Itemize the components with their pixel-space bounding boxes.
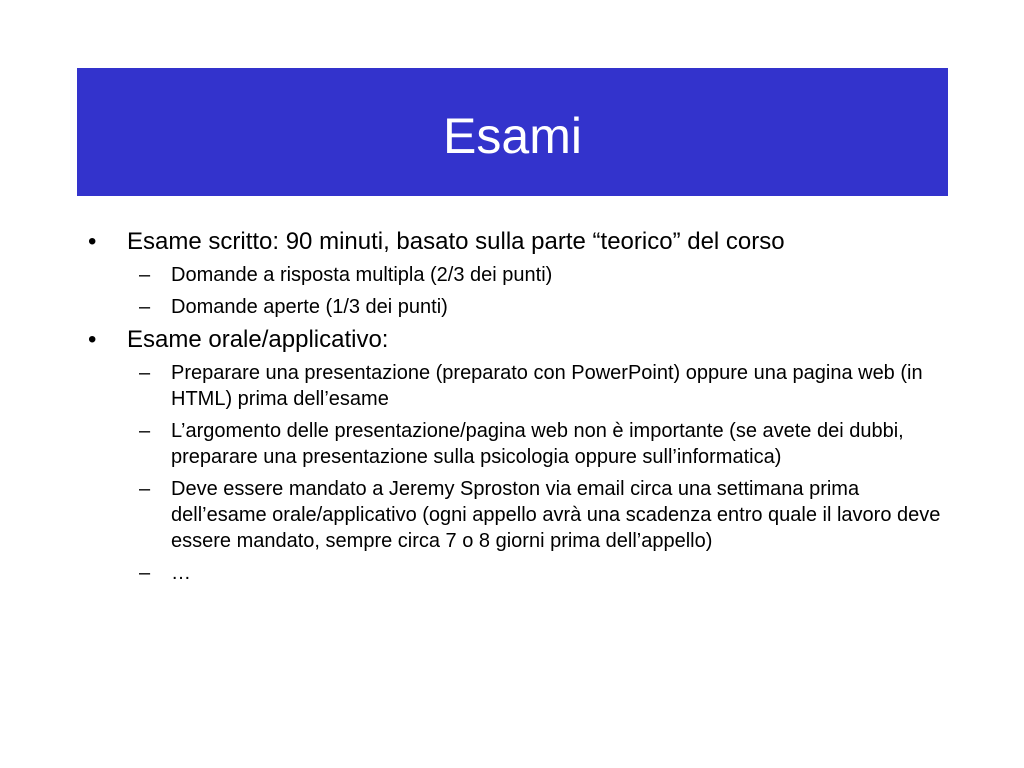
sub-item-text: Domande a risposta multipla (2/3 dei punti)	[171, 264, 553, 286]
sub-item-2-3	[88, 476, 948, 554]
sub-item-text: Domande aperte (1/3 dei punti)	[171, 296, 448, 318]
dash-marker: –	[139, 420, 151, 442]
dash-marker: –	[139, 362, 151, 384]
bullet-item-1	[88, 228, 948, 256]
sub-item-1-2	[88, 294, 948, 320]
title-bar	[77, 68, 948, 196]
bullet-item-2	[88, 326, 948, 354]
sub-item-text: Deve essere mandato a Jeremy Sproston via email circa una settimana prima dell’esame orale/applicativo (ogni appello avrà una scadenza entro quale il lavoro deve essere mandato, sempre circa 7 o 8 giorni prima dell’appello)	[171, 478, 941, 552]
dash-marker: –	[139, 264, 151, 286]
dash-marker: –	[139, 296, 151, 318]
bullet-marker: •	[88, 326, 97, 353]
dash-marker: –	[139, 562, 151, 584]
sub-item-text: Preparare una presentazione (preparato con PowerPoint) oppure una pagina web (in HTML) prima dell’esame	[171, 362, 923, 410]
slide-content	[88, 228, 948, 592]
bullet-marker: •	[88, 228, 97, 255]
sub-item-2-2	[88, 418, 948, 470]
sub-item-1-1	[88, 262, 948, 288]
bullet-text: Esame scritto: 90 minuti, basato sulla parte “teorico” del corso	[127, 228, 785, 255]
sub-item-text: L’argomento delle presentazione/pagina web non è importante (se avete dei dubbi, preparare una presentazione sulla psicologia oppure sull’informatica)	[171, 420, 904, 468]
dash-marker: –	[139, 478, 151, 500]
sub-item-text: …	[171, 562, 191, 584]
slide-title: Esami	[443, 108, 582, 164]
sub-item-2-1	[88, 360, 948, 412]
sub-item-2-4	[88, 560, 948, 586]
bullet-text: Esame orale/applicativo:	[127, 326, 389, 353]
